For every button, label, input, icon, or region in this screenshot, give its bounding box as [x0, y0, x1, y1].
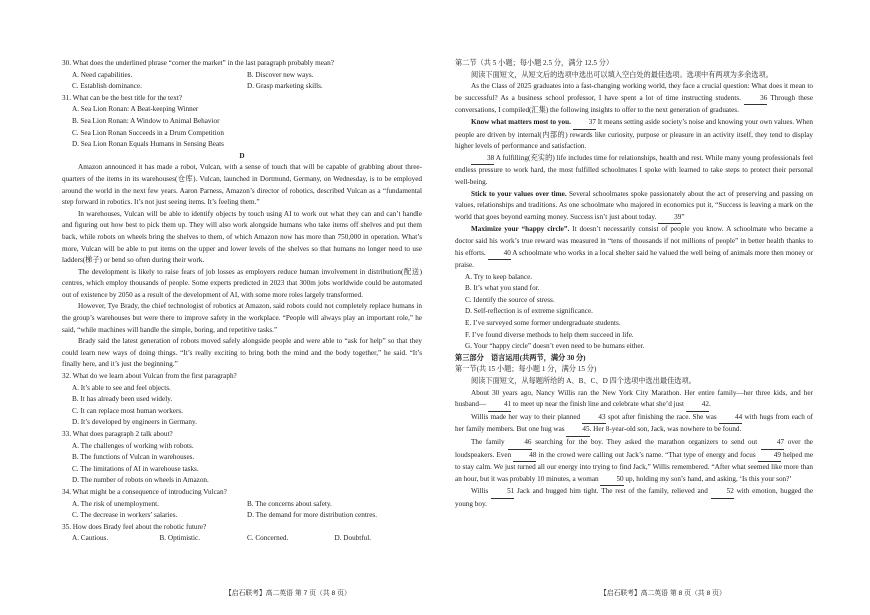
- option: A. The challenges of working with robots.: [72, 441, 194, 450]
- option: A. The risk of unemployment.: [72, 499, 159, 508]
- text-segment: Jack and hugged him tight. The rest of the family, relieved and: [517, 487, 708, 496]
- text-segment: with emotion, hugged the young boy.: [455, 487, 814, 508]
- blank-40: 40: [488, 248, 511, 261]
- passage-paragraph: [455, 437, 813, 486]
- blank-37: 37: [573, 117, 596, 130]
- option: C. Sea Lion Ronan Succeeds in a Drum Competition: [72, 128, 224, 137]
- choice-item: F. I’ve found diverse methods to help them succeed in life.: [465, 330, 634, 339]
- option: A. Sea Lion Ronan: A Beat-keeping Winner: [72, 105, 199, 114]
- text-segment: helped me to stay calm. We just turned all our energy into trying to find Jack,” Willis remembered. “After what seemed like more than an hour, but it was probably 10 minutes, a woman: [455, 450, 814, 483]
- passage-paragraph: [455, 117, 813, 153]
- option: C. Concerned.: [247, 534, 289, 543]
- text-segment: A schoolmate who works in a local shelter said he valued the well being of animals more then money or praise.: [455, 248, 814, 270]
- choice-item: E. I’ve surveyed some former undergraduate students.: [465, 319, 621, 328]
- section1-heading: 第一节(共 15 小题；每小题 1 分，满分 15 分): [455, 365, 597, 374]
- blank-49: 49: [758, 450, 781, 463]
- blank-39: 39: [658, 212, 681, 225]
- question-34-options-row2: [62, 510, 422, 522]
- option: A. It’s able to see and feel objects.: [72, 383, 171, 392]
- part3-heading: 第三部分 语言运用(共两节，满分 30 分): [455, 353, 586, 362]
- text-segment: over the loudspeakers. Even: [455, 438, 814, 459]
- text-segment: About 30 years ago, Nancy Willis ran the New York City Marathon. Her entire family—her three kids, and her husband—: [455, 388, 813, 409]
- option: B. The concerns about safety.: [247, 499, 332, 508]
- blank-41: 41: [488, 399, 511, 412]
- text-segment: As the Class of 2025 graduates into a fast-changing working world, they face a crucial question: What does it mean to be successful? As a business school professor, I have spent a lot of time instructing students.: [455, 82, 813, 102]
- blank-51: 51: [491, 486, 514, 499]
- text-segment: Willis made her way to their planned: [471, 412, 581, 421]
- option: B. The functions of Vulcan in warehouses.: [72, 453, 195, 462]
- text-segment: A fulfilling(充实的) life includes time for relationships, health and rest. While many young professionals feel endless pressure to work hard, the most fulfilled schoolmates I spoke with learned to take steps to protect their personal well-being.: [455, 153, 813, 186]
- option: C. The limitations of AI in warehouse tasks.: [72, 464, 199, 473]
- bold-heading: Maximize your “happy circle”.: [471, 225, 570, 234]
- bold-heading: Stick to your values over time.: [471, 189, 567, 198]
- passage-paragraph: [455, 224, 813, 271]
- choice-item: B. It’s what you stand for.: [465, 284, 540, 293]
- passage-paragraph: [455, 189, 813, 225]
- text-segment: spot after finishing the race. She was: [607, 412, 717, 421]
- blank-48: 48: [513, 450, 536, 463]
- option: D. The number of robots on wheels in Amazon.: [72, 476, 209, 485]
- option: D. It’s developed by engineers in Germany.: [72, 418, 197, 427]
- question-33-stem: 33. What does paragraph 2 talk about?: [62, 430, 173, 438]
- passage-paragraph: [455, 388, 813, 412]
- text-segment: . Her 8-year-old son, Jack, was nowhere to be found.: [589, 425, 742, 434]
- blank-47: 47: [761, 437, 784, 450]
- text-segment: .: [708, 400, 711, 409]
- option: B. Optimistic.: [159, 534, 201, 543]
- section-heading: 第二节（共 5 小题；每小题 2.5 分，满分 12.5 分）: [455, 59, 614, 67]
- choice-item: D. Self-reflection is of extreme significance.: [465, 307, 593, 316]
- text-segment: Through these conversations, I compiled(汇集) the following insights to offer to the next generation of graduates.: [455, 93, 814, 115]
- choice-item: A. Try to keep balance.: [465, 272, 533, 281]
- question-34-options-row1: [62, 499, 422, 511]
- text-segment: up, holding my son’s hand, and asking, ‘Is this your son?’: [625, 474, 792, 483]
- text-segment: searching for the boy. They asked the marathon organizers to send out: [535, 438, 758, 446]
- left-column: [62, 58, 422, 545]
- question-35-stem: 35. How does Brady feel about the robotic future?: [62, 522, 207, 531]
- option: B. It has already been used widely.: [72, 395, 173, 404]
- option: D. Doubtful.: [334, 534, 372, 543]
- option: D. Sea Lion Ronan Equals Humans in Sensing Beats: [72, 140, 224, 149]
- option: A. Cautious.: [72, 534, 109, 543]
- section1-instruction: 阅读下面短文，从每题所给的 A、B、C、D 四个选项中选出最佳选项。: [471, 377, 696, 386]
- question-31-stem: 31. What can be the best title for the text?: [62, 93, 183, 102]
- blank-43: 43: [582, 412, 605, 425]
- page-footer-right: 【启石联考】高二英语 第 8 页（共 8 页）: [600, 590, 726, 597]
- option: A. Need capabilities.: [72, 70, 133, 79]
- page-footer-left: 【启石联考】高二英语 第 7 页（共 8 页）: [225, 590, 351, 597]
- blank-36: 36: [744, 93, 767, 106]
- text-segment: to meet up near the finish line and celebrate what she’d just: [512, 400, 684, 409]
- option: C. Establish dominance.: [72, 82, 142, 91]
- passage-paragraph: However, Tye Brady, the chief technologist of robotics at Amazon, said robots could not completely replace humans in the group’s warehouses but were there to improve safety in the workplace. “People will always play an important role,” he said, “while machines will handle the simple, boring, and repetitive tasks.”: [62, 302, 422, 334]
- passage-paragraph: [455, 81, 813, 117]
- text-segment: in the crowd were calling out Jack’s name. “That type of energy and focus: [538, 450, 756, 459]
- option: D. The demand for more distribution centres.: [247, 511, 378, 520]
- section-d-title: D: [239, 151, 245, 160]
- text-segment: Willis: [471, 487, 489, 496]
- question-32-stem: 32. What do we learn about Vulcan from the first paragraph?: [62, 372, 237, 381]
- text-segment: It means setting aside society’s noise and knowing your own values. When people are driven by internal(内部的) rewards like curiosity, purpose or pleasure in an activity itself, they tend to display higher levels of performance and satisfaction.: [455, 117, 814, 151]
- blank-42: 42: [686, 399, 709, 412]
- blank-38: 38: [471, 153, 494, 166]
- question-35-options: [62, 533, 422, 545]
- blank-45: 45: [566, 424, 589, 437]
- question-34-stem: 34. What might be a consequence of introducing Vulcan?: [62, 487, 227, 496]
- passage-paragraph: Brady said the latest generation of robots moved safely alongside people and were able to “ask for help” so that they could learn new ways of doing things. “It’s really exciting to bring both the mind and the body together,” he said. “It’s finally here, and it’s just the beginning.”: [62, 337, 422, 369]
- option: C. It can replace most human workers.: [72, 406, 183, 415]
- option: D. Grasp marketing skills.: [247, 82, 323, 91]
- option: C. The decrease in workers’ salaries.: [72, 511, 178, 520]
- choice-item: G. Your “happy circle” doesn’t even need to be humans either.: [465, 342, 645, 351]
- blank-46: 46: [508, 437, 531, 450]
- option: B. Sea Lion Ronan: A Window to Animal Behavior: [72, 116, 220, 125]
- passage-paragraph: Amazon announced it has made a robot, Vulcan, with a sense of touch that will be capable of grabbing about three-quarters of the items in its warehouses(仓库). Vulcan, launched in Dortmund, Germany, on Wednesday, is to be employed around the world in the next few years. Aaron Parness, Amazon’s director of robotics, described Vulcan as a “fundamental step forward in robotics. It’s not just seeing items. It’s feeling them.”: [62, 163, 422, 207]
- passage-paragraph: [455, 486, 813, 510]
- option: B. Discover new ways.: [247, 70, 314, 79]
- blank-52: 52: [711, 486, 734, 499]
- passage-paragraph: The development is likely to raise fears of job losses as employers reduce human involvement in distribution(配送) centres, which employ thousands of people. Some experts predicted in 2023 that 300m jobs worldwide could be automated out of existence by 2050 as a result of the development of AI, with some more roles largely transformed.: [62, 267, 422, 299]
- text-segment: ”: [681, 212, 685, 221]
- blank-50: 50: [600, 474, 623, 487]
- question-30-options-row1: [62, 70, 422, 82]
- text-segment: The family: [471, 438, 505, 446]
- text-segment: Several schoolmates spoke passionately about the act of preserving and passing on values, relationships and traditions. As one schoolmate who majored in economics put it, “Success is leaving a mark on the world that goes beyond earning money. Success isn’t just about today.: [455, 189, 814, 221]
- text-segment: It doesn’t necessarily consist of people you know. A schoolmate who became a doctor said his work’s true reward was measured in “tens of thousands if not millions of people” in better health thanks to his efforts.: [455, 225, 813, 257]
- bold-heading: Know what matters most to you.: [471, 117, 571, 126]
- right-column: [455, 58, 813, 511]
- passage-paragraph: In warehouses, Vulcan will be able to identify objects by touch using AI to work out what they can and can’t handle and figuring out how best to pick them up. They will also work alongside humans who take items off shelves and put them back, while robots on wheels bring the shelves to them, of which Amazon now has more than 750,000 in operation. What’s more, Vulcan will be able to put items on the upper and lower levels of the shelves so that humans no longer need to use ladders(梯子) or bend so often during their work.: [62, 209, 422, 265]
- question-30-stem: 30. What does the underlined phrase “corner the market” in the last paragraph probably mean?: [62, 59, 334, 67]
- blank-44: 44: [719, 412, 742, 425]
- question-30-options-row2: [62, 81, 422, 93]
- section-instruction: 阅读下面短文，从短文后的选项中选出可以填入空白处的最佳选项。选项中有两项为多余选项。: [471, 70, 773, 79]
- passage-paragraph: [455, 412, 813, 437]
- text-segment: with hugs from each of her family members. But one hug was: [455, 412, 814, 434]
- choice-item: C. Identify the source of stress.: [465, 295, 555, 304]
- passage-paragraph: [455, 153, 813, 189]
